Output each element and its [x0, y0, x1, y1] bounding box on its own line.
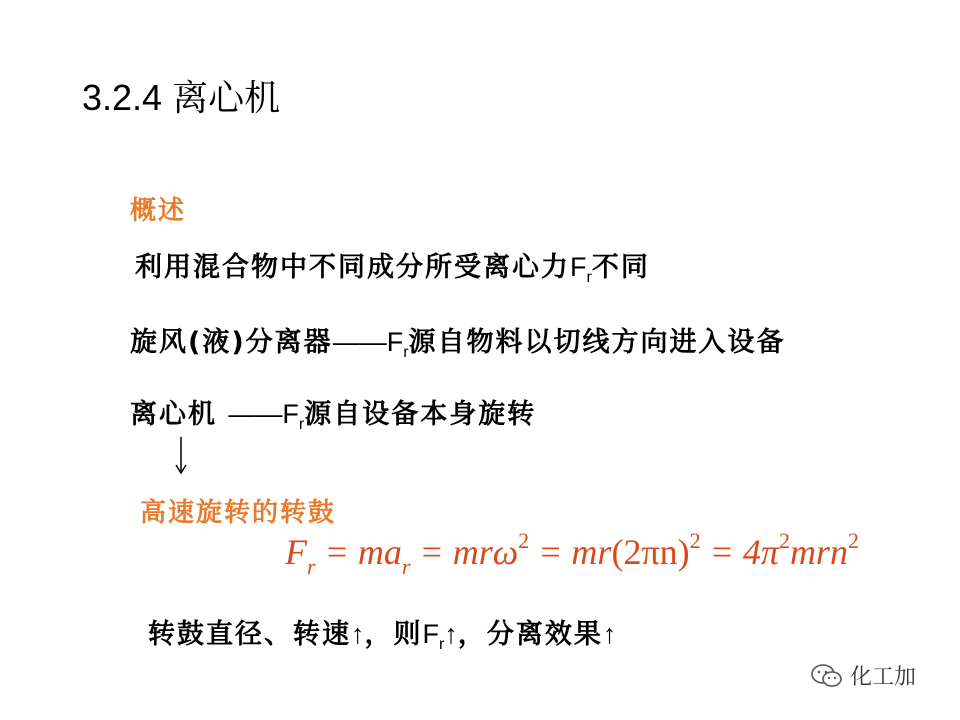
watermark-text: 化工加: [850, 665, 917, 690]
dash: ——: [332, 327, 387, 357]
force-symbol: $F_r$: [282, 399, 305, 433]
line-conclusion: [148, 612, 616, 654]
conclusion-effect: 分离效果: [486, 619, 603, 650]
force-symbol: $F_r$: [386, 327, 409, 361]
cyclone-label: 旋风(液)分离器: [130, 327, 333, 358]
line-principle: [135, 245, 650, 287]
watermark: [810, 660, 916, 691]
line-principle-tail: 不同: [591, 252, 650, 283]
line-principle-text: 利用混合物中不同成分所受离心力: [135, 252, 570, 283]
centrifugal-force-formula: $F_r = ma_r = mr\omega^2 = mr(2\pi n)^2 = 4\pi^2mrn^2$: [285, 528, 859, 579]
slide-title: 3.2.4 离心机: [82, 77, 281, 118]
cyclone-desc: 源自物料以切线方向进入设备: [408, 327, 786, 358]
section-drum: 高速旋转的转鼓: [140, 498, 337, 528]
centrifuge-desc: 源自设备本身旋转: [304, 399, 537, 430]
up-arrow-icon: ↑: [351, 619, 365, 649]
down-arrow-icon: [174, 437, 188, 475]
conclusion-text: 转鼓直径、转速: [148, 619, 351, 650]
force-symbol: $F_r$: [422, 619, 445, 653]
up-arrow-icon: ↑: [602, 619, 617, 649]
centrifuge-label: 离心机: [130, 399, 229, 430]
force-symbol: $F_r$: [570, 252, 592, 286]
line-centrifuge: [130, 392, 536, 434]
dash: ——: [228, 399, 283, 429]
section-overview: 概述: [130, 196, 187, 226]
conclusion-comma-2: ，: [457, 619, 487, 650]
line-cyclone: [130, 320, 786, 362]
conclusion-comma: ，则: [364, 619, 423, 650]
wechat-icon: [810, 663, 844, 689]
up-arrow-icon: ↑: [444, 619, 458, 649]
